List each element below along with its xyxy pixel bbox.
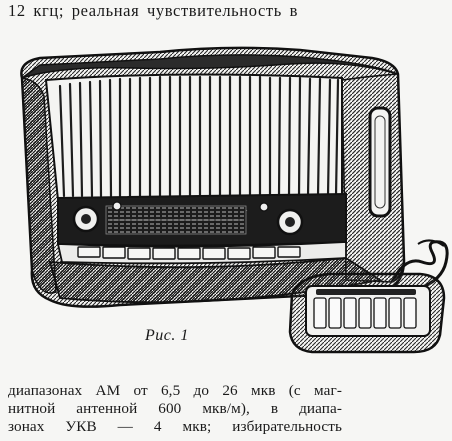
figure-caption: Рис. 1 [145,327,189,344]
piano-key-buttons [78,247,300,259]
brand-emblem: · [246,208,248,214]
text-line-top: 12 кгц; реальная чувствительность в [8,1,298,20]
remote-buttons [314,298,416,328]
radio-receiver-illustration [0,30,452,370]
left-control-knob [74,207,98,231]
text-line-bottom-1: диапазонах АМ от 6,5 до 26 мкв (с маг- [8,382,342,399]
radio-cabinet [21,48,404,307]
text-line-bottom-3: зонах УКВ — 4 мкв; избирательность [8,418,342,435]
small-left-knob [113,202,121,210]
text-line-bottom-2: нитной антенной 600 мкв/м), в диапа- [8,400,342,417]
small-right-knob [260,203,268,211]
side-handle-cutout [370,108,390,216]
right-control-knob [278,210,302,234]
